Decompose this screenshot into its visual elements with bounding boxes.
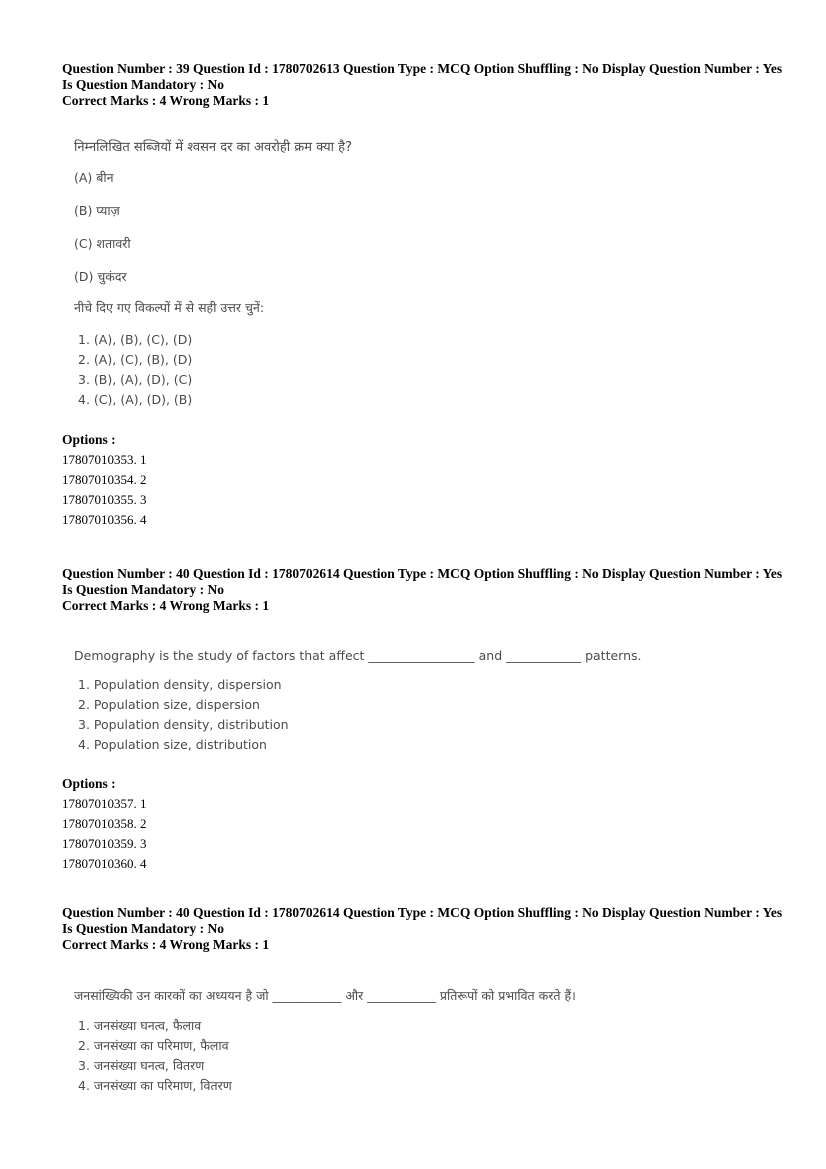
- option-row: 17807010354. 2: [62, 472, 147, 487]
- question-stem: Demography is the study of factors that affect _________________ and ____________ patterns.: [74, 648, 642, 663]
- question-stem: जनसांख्यिकी उन कारकों का अध्ययन है जो ___________ और ___________ प्रतिरूपों को प्रभावित करते हैं।: [74, 988, 576, 1003]
- answer-list: [62, 330, 792, 410]
- options-label: Options :: [62, 432, 116, 447]
- question-instruction: नीचे दिए गए विकल्पों में से सही उत्तर चुनें:: [74, 300, 265, 315]
- question-mandatory-line: Is Question Mandatory : No: [62, 921, 225, 936]
- marks-line: Correct Marks : 4 Wrong Marks : 1: [62, 93, 270, 108]
- question-meta-line: Question Number : 40 Question Id : 1780702614 Question Type : MCQ Option Shuffling : No Display Question Number : Yes: [62, 566, 783, 581]
- choice-item: (B) प्याज़: [74, 203, 120, 218]
- question-block-40-english: [62, 566, 792, 874]
- answer-item: 3. Population density, distribution: [78, 717, 289, 732]
- marks-line: Correct Marks : 4 Wrong Marks : 1: [62, 598, 270, 613]
- answer-item: 1. (A), (B), (C), (D): [78, 332, 193, 347]
- question-meta: [62, 566, 792, 614]
- question-image: [62, 648, 792, 755]
- question-stem: निम्नलिखित सब्जियों में श्वसन दर का अवरोही क्रम क्या है?: [74, 140, 352, 155]
- answer-item: 2. Population size, dispersion: [78, 697, 260, 712]
- answer-list: [62, 675, 792, 755]
- options-label: Options :: [62, 776, 116, 791]
- answer-item: 1. Population density, dispersion: [78, 677, 282, 692]
- answer-item: 2. (A), (C), (B), (D): [78, 352, 193, 367]
- option-row: 17807010353. 1: [62, 452, 147, 467]
- answer-item: 4. जनसंख्या का परिमाण, वितरण: [78, 1078, 232, 1093]
- choice-item: (C) शतावरी: [74, 236, 131, 251]
- answer-item: 4. (C), (A), (D), (B): [78, 392, 193, 407]
- answer-item: 3. (B), (A), (D), (C): [78, 372, 193, 387]
- option-row: 17807010360. 4: [62, 856, 147, 871]
- question-mandatory-line: Is Question Mandatory : No: [62, 77, 225, 92]
- answer-item: 2. जनसंख्या का परिमाण, फैलाव: [78, 1038, 229, 1053]
- choice-item: (A) बीन: [74, 170, 114, 185]
- option-row: 17807010356. 4: [62, 512, 147, 527]
- options-list: [62, 794, 792, 874]
- options-list: [62, 450, 792, 530]
- question-block-39: [62, 61, 792, 530]
- option-row: 17807010355. 3: [62, 492, 147, 507]
- question-meta-line: Question Number : 39 Question Id : 1780702613 Question Type : MCQ Option Shuffling : No Display Question Number : Yes: [62, 61, 783, 76]
- question-meta: [62, 905, 792, 953]
- option-row: 17807010358. 2: [62, 816, 147, 831]
- option-row: 17807010359. 3: [62, 836, 147, 851]
- option-row: 17807010357. 1: [62, 796, 147, 811]
- marks-line: Correct Marks : 4 Wrong Marks : 1: [62, 937, 270, 952]
- choice-item: (D) चुकंदर: [74, 269, 127, 284]
- question-image: [62, 137, 792, 410]
- question-meta: [62, 61, 792, 109]
- question-block-40-hindi: [62, 905, 792, 1096]
- question-meta-line: Question Number : 40 Question Id : 1780702614 Question Type : MCQ Option Shuffling : No Display Question Number : Yes: [62, 905, 783, 920]
- answer-item: 1. जनसंख्या घनत्व, फैलाव: [78, 1018, 202, 1033]
- answer-item: 4. Population size, distribution: [78, 737, 267, 752]
- answer-item: 3. जनसंख्या घनत्व, वितरण: [78, 1058, 205, 1073]
- question-mandatory-line: Is Question Mandatory : No: [62, 582, 225, 597]
- question-image: [62, 987, 792, 1096]
- answer-list: [62, 1016, 792, 1096]
